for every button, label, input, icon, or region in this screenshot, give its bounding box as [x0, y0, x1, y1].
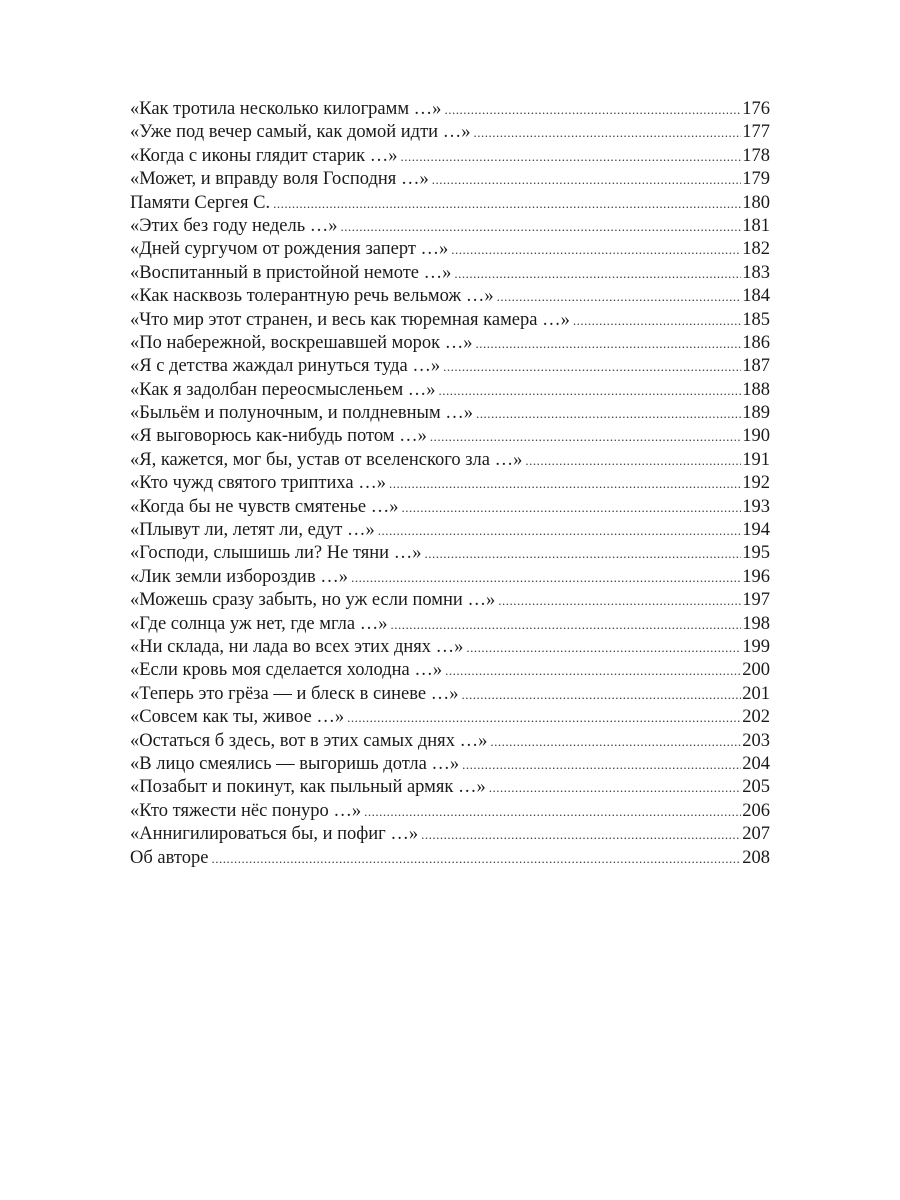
toc-entry [130, 332, 770, 355]
toc-entry [130, 636, 770, 659]
toc-entry [130, 145, 770, 168]
toc-entry-page: 195 [742, 543, 770, 564]
toc-entry-title: Памяти Сергея С. [130, 192, 271, 213]
toc-entry-title: «Может, и вправду воля Господня …» [130, 169, 429, 190]
table-of-contents [130, 98, 770, 870]
toc-entry [130, 402, 770, 425]
toc-entry-page: 188 [742, 379, 770, 400]
toc-entry-page: 177 [742, 122, 770, 143]
dot-leader [573, 309, 741, 332]
toc-entry-page: 189 [742, 403, 770, 424]
toc-entry-page: 199 [742, 636, 770, 657]
toc-entry-page: 191 [742, 449, 770, 470]
toc-entry-title: «По набережной, воскрешавшей морок …» [130, 332, 473, 353]
toc-entry-title: «Ни склада, ни лада во всех этих днях …» [130, 636, 464, 657]
dot-leader [430, 425, 741, 448]
toc-entry-title: «Теперь это грёза — и блеск в синеве …» [130, 683, 459, 704]
dot-leader [462, 753, 741, 776]
toc-entry-title: «В лицо смеялись — выгоришь дотла …» [130, 753, 460, 774]
dot-leader [443, 355, 741, 378]
dot-leader [461, 683, 741, 706]
dot-leader [389, 472, 741, 495]
dot-leader [378, 519, 742, 542]
toc-entry [130, 309, 770, 332]
toc-entry [130, 753, 770, 776]
toc-entry-title: «Аннигилироваться бы, и пофиг …» [130, 824, 419, 845]
toc-entry-title: «Лик земли избороздив …» [130, 566, 349, 587]
toc-entry-title: «Остаться б здесь, вот в этих самых днях …» [130, 730, 488, 751]
toc-entry [130, 776, 770, 799]
dot-leader [400, 145, 741, 168]
dot-leader [473, 121, 741, 144]
toc-entry-page: 190 [742, 426, 770, 447]
toc-entry [130, 847, 770, 870]
toc-entry [130, 285, 770, 308]
toc-entry-title: «Плывут ли, летят ли, едут …» [130, 520, 375, 541]
toc-entry-title: «Этих без году недель …» [130, 215, 338, 236]
toc-entry [130, 168, 770, 191]
toc-entry-page: 184 [742, 286, 770, 307]
dot-leader [476, 402, 741, 425]
toc-entry-page: 181 [742, 215, 770, 236]
toc-entry-title: «Кто тяжести нёс понуро …» [130, 800, 362, 821]
dot-leader [445, 659, 741, 682]
dot-leader [390, 613, 741, 636]
dot-leader [439, 379, 742, 402]
toc-entry-title: Об авторе [130, 847, 209, 868]
toc-entry-title: «Я, кажется, мог бы, устав от вселенского зла …» [130, 449, 523, 470]
dot-leader [347, 706, 741, 729]
dot-leader [454, 262, 741, 285]
toc-entry-page: 207 [742, 824, 770, 845]
toc-entry [130, 379, 770, 402]
dot-leader [489, 776, 742, 799]
dot-leader [451, 238, 741, 261]
toc-entry [130, 238, 770, 261]
toc-entry-title: «Дней сургучом от рождения заперт …» [130, 239, 449, 260]
toc-entry [130, 566, 770, 589]
dot-leader [490, 730, 741, 753]
toc-entry-page: 194 [742, 520, 770, 541]
toc-entry-title: «Позабыт и покинут, как пыльный армяк …» [130, 777, 486, 798]
toc-entry-title: «Если кровь моя сделается холодна …» [130, 660, 443, 681]
toc-entry [130, 823, 770, 846]
toc-entry [130, 449, 770, 472]
toc-entry [130, 613, 770, 636]
dot-leader [364, 800, 741, 823]
toc-entry [130, 355, 770, 378]
dot-leader [498, 589, 741, 612]
toc-entry-page: 203 [742, 730, 770, 751]
toc-entry-page: 208 [742, 847, 770, 868]
toc-entry-page: 179 [742, 169, 770, 190]
toc-entry [130, 730, 770, 753]
toc-entry-title: «Господи, слышишь ли? Не тяни …» [130, 543, 422, 564]
toc-entry [130, 472, 770, 495]
toc-entry [130, 519, 770, 542]
toc-entry-title: «Когда с иконы глядит старик …» [130, 145, 398, 166]
toc-entry-page: 201 [742, 683, 770, 704]
toc-entry-title: «Когда бы не чувств смятенье …» [130, 496, 399, 517]
toc-entry [130, 659, 770, 682]
dot-leader [525, 449, 741, 472]
toc-entry-page: 204 [742, 753, 770, 774]
toc-entry [130, 121, 770, 144]
toc-entry [130, 589, 770, 612]
toc-entry-title: «Я с детства жаждал ринуться туда …» [130, 356, 441, 377]
toc-entry-page: 176 [742, 99, 770, 119]
dot-leader [351, 566, 741, 589]
toc-entry-page: 206 [742, 800, 770, 821]
toc-entry-page: 178 [742, 145, 770, 166]
toc-entry-title: «Совсем как ты, живое …» [130, 707, 345, 728]
dot-leader [432, 168, 742, 191]
dot-leader [341, 215, 742, 238]
toc-entry-title: «Кто чужд святого триптиха …» [130, 473, 386, 494]
toc-entry-page: 193 [742, 496, 770, 517]
toc-entry-page: 180 [742, 192, 770, 213]
toc-entry-page: 197 [742, 590, 770, 611]
toc-entry-title: «Где солнца уж нет, где мгла …» [130, 613, 388, 634]
toc-entry [130, 425, 770, 448]
toc-entry [130, 542, 770, 565]
toc-entry-page: 192 [742, 473, 770, 494]
toc-entry-page: 196 [742, 566, 770, 587]
dot-leader [444, 98, 741, 121]
toc-entry-page: 182 [742, 239, 770, 260]
dot-leader [466, 636, 741, 659]
toc-entry-page: 198 [742, 613, 770, 634]
toc-entry [130, 215, 770, 238]
toc-entry [130, 683, 770, 706]
dot-leader [402, 496, 742, 519]
toc-entry-page: 185 [742, 309, 770, 330]
toc-entry [130, 262, 770, 285]
toc-entry-page: 187 [742, 356, 770, 377]
toc-entry-title: «Я выговорюсь как-нибудь потом …» [130, 426, 427, 447]
toc-entry-title: «Воспитанный в пристойной немоте …» [130, 262, 452, 283]
toc-entry [130, 192, 770, 215]
toc-entry [130, 800, 770, 823]
toc-entry-title: «Как насквозь толерантную речь вельмож …» [130, 286, 494, 307]
toc-entry [130, 706, 770, 729]
dot-leader [421, 823, 741, 846]
toc-entry-title: «Что мир этот странен, и весь как тюремная камера …» [130, 309, 570, 330]
toc-entry [130, 98, 770, 121]
dot-leader [273, 192, 741, 215]
toc-entry-page: 183 [742, 262, 770, 283]
toc-entry-title: «Уже под вечер самый, как домой идти …» [130, 122, 471, 143]
toc-entry-title: «Можешь сразу забыть, но уж если помни …» [130, 590, 496, 611]
toc-entry-page: 200 [742, 660, 770, 681]
toc-entry-page: 186 [742, 332, 770, 353]
toc-entry-page: 202 [742, 707, 770, 728]
toc-entry-title: «Быльём и полуночным, и полдневным …» [130, 403, 474, 424]
dot-leader [476, 332, 742, 355]
toc-entry-page: 205 [742, 777, 770, 798]
dot-leader [497, 285, 742, 308]
dot-leader [211, 847, 741, 870]
toc-entry-title: «Как тротила несколько килограмм …» [130, 99, 442, 119]
toc-entry [130, 496, 770, 519]
toc-entry-title: «Как я задолбан переосмысленьем …» [130, 379, 436, 400]
dot-leader [424, 542, 741, 565]
